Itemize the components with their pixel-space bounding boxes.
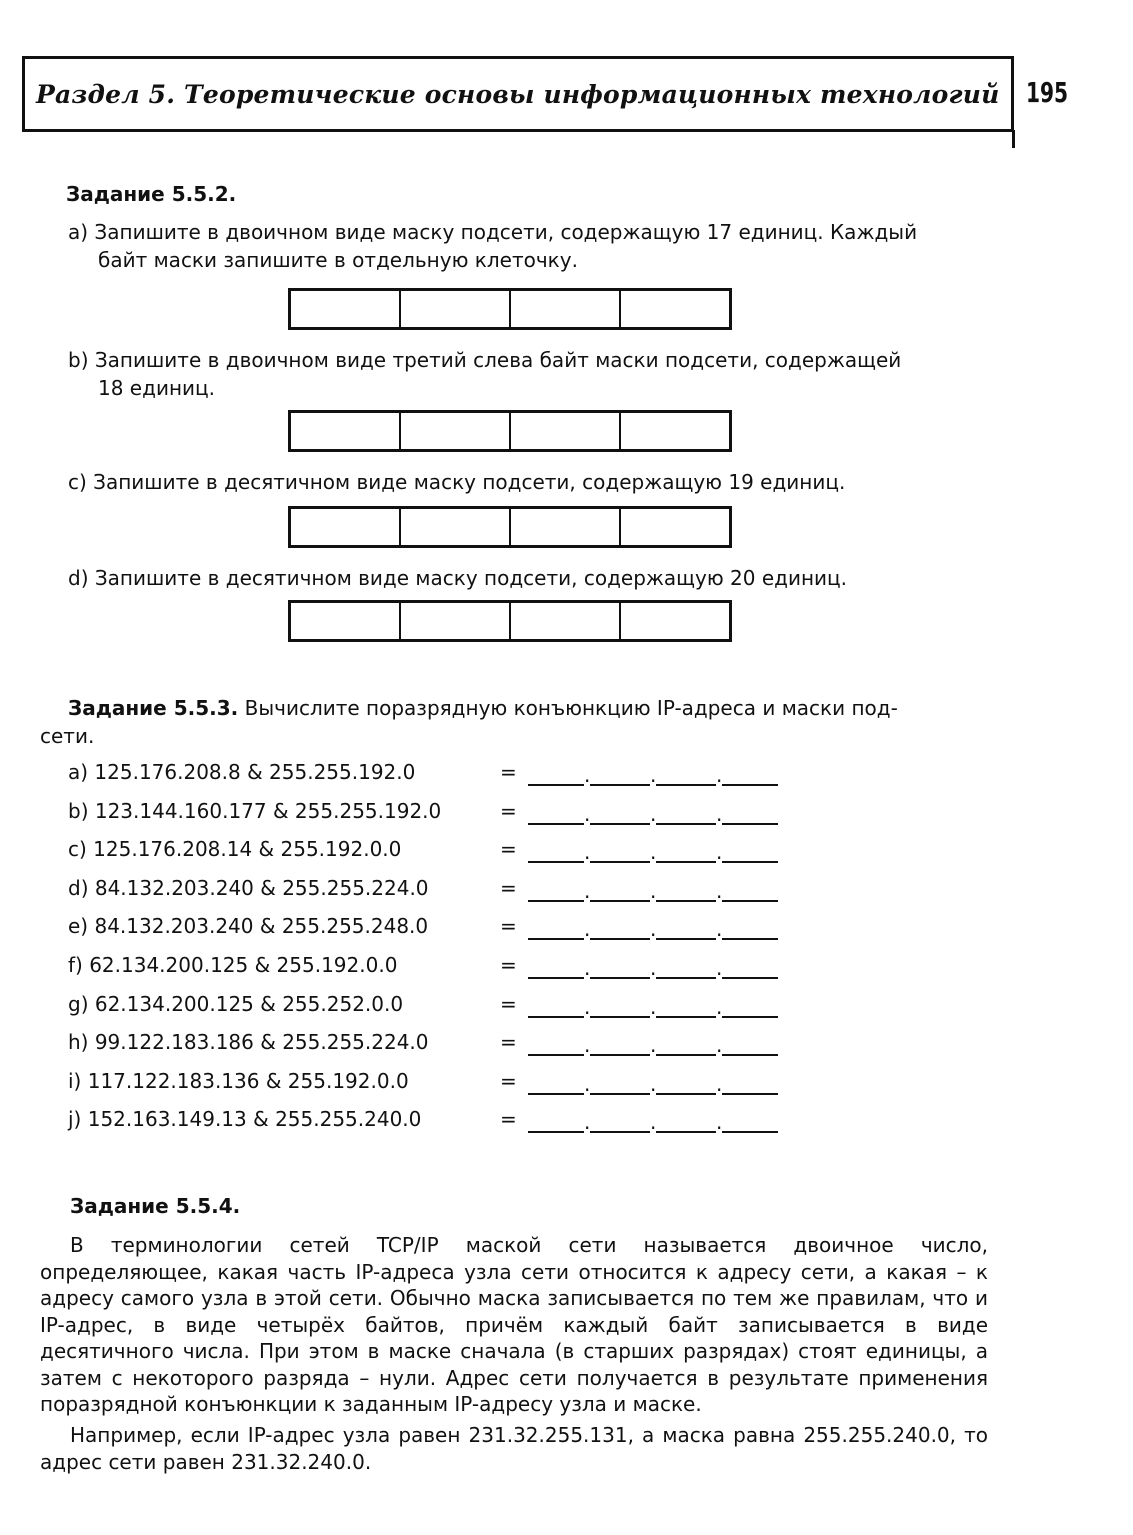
blank-segment[interactable] (656, 803, 716, 825)
blank-dot: . (584, 917, 591, 942)
equals-sign: = (500, 875, 517, 900)
blank-dot: . (650, 1071, 657, 1096)
answer-cell[interactable] (511, 291, 621, 327)
blank-segment[interactable] (528, 918, 584, 940)
task-552-a-line2: байт маски запишите в отдельную клеточку. (98, 248, 578, 272)
blank-segment[interactable] (528, 803, 584, 825)
answer-cell[interactable] (401, 509, 511, 545)
answer-cell[interactable] (401, 413, 511, 449)
task-552-d-line: d) Запишите в десятичном виде маску подсети, содержащую 20 единиц. (68, 566, 848, 590)
blank-dot: . (716, 994, 723, 1019)
blank-dot: . (650, 1033, 657, 1058)
blank-dot: . (716, 1110, 723, 1135)
calc-row (68, 1030, 808, 1060)
calc-expression: f) 62.134.200.125 & 255.192.0.0 (68, 953, 398, 977)
calc-row (68, 876, 808, 906)
answer-cell[interactable] (291, 413, 401, 449)
blank-dot: . (584, 1033, 591, 1058)
answer-cell[interactable] (621, 509, 729, 545)
calc-expression: j) 152.163.149.13 & 255.255.240.0 (68, 1107, 422, 1132)
equals-sign: = (500, 1030, 517, 1055)
blank-segment[interactable] (722, 957, 778, 979)
calc-expression: a) 125.176.208.8 & 255.255.192.0 (68, 760, 416, 784)
answer-blank[interactable] (528, 1107, 778, 1133)
header-rule (1012, 130, 1015, 148)
answer-cell[interactable] (511, 603, 621, 639)
answer-blank[interactable] (528, 799, 778, 825)
answer-blank[interactable] (528, 953, 778, 979)
blank-dot: . (716, 878, 723, 903)
answer-blank[interactable] (528, 760, 778, 786)
blank-segment[interactable] (528, 764, 584, 786)
blank-dot: . (716, 801, 723, 826)
calc-expression: h) 99.122.183.186 & 255.255.224.0 (68, 1030, 429, 1055)
task-552-a-line1: a) Запишите в двоичном виде маску подсети, содержащую 17 единиц. Каждый (68, 220, 918, 244)
calc-expression: i) 117.122.183.136 & 255.192.0.0 (68, 1068, 409, 1093)
answer-blank[interactable] (528, 876, 778, 902)
blank-segment[interactable] (590, 841, 650, 863)
answer-blank[interactable] (528, 992, 778, 1018)
equals-sign: = (500, 953, 517, 977)
calc-expression: g) 62.134.200.125 & 255.252.0.0 (68, 991, 404, 1016)
answer-blank[interactable] (528, 1069, 778, 1095)
blank-dot: . (716, 917, 723, 942)
blank-dot: . (584, 956, 591, 980)
blank-segment[interactable] (656, 957, 716, 979)
blank-segment[interactable] (528, 1034, 584, 1056)
blank-dot: . (650, 1110, 657, 1135)
blank-segment[interactable] (656, 764, 716, 786)
blank-dot: . (584, 1110, 591, 1135)
blank-dot: . (716, 1033, 723, 1058)
blank-segment[interactable] (656, 880, 716, 902)
blank-segment[interactable] (590, 957, 650, 979)
blank-segment[interactable] (656, 1034, 716, 1056)
task-552-c-line: c) Запишите в десятичном виде маску подсети, содержащую 19 единиц. (68, 470, 846, 494)
blank-segment[interactable] (590, 1073, 650, 1095)
calc-row (68, 914, 808, 944)
blank-segment[interactable] (722, 1073, 778, 1095)
answer-cell[interactable] (511, 509, 621, 545)
task-554-paragraph-2 (40, 1422, 988, 1475)
task-553-prompt-line2: сети. (40, 724, 95, 748)
blank-dot: . (584, 878, 591, 903)
blank-segment[interactable] (722, 918, 778, 940)
task-553-prompt-text: Вычислите поразрядную конъюнкцию IP-адреса и маски под- (244, 696, 898, 720)
blank-dot: . (650, 994, 657, 1019)
answer-cell[interactable] (291, 509, 401, 545)
equals-sign: = (500, 914, 517, 939)
blank-segment[interactable] (722, 1111, 778, 1133)
equals-sign: = (500, 798, 517, 823)
answer-blank[interactable] (528, 1030, 778, 1056)
answer-boxes-d[interactable] (288, 600, 732, 642)
calc-row (68, 1069, 808, 1099)
blank-dot: . (584, 1071, 591, 1096)
answer-cell[interactable] (511, 413, 621, 449)
blank-dot: . (716, 840, 723, 865)
blank-segment[interactable] (722, 996, 778, 1018)
calc-row (68, 1107, 808, 1137)
task-553-prompt (68, 694, 988, 722)
blank-dot: . (716, 956, 723, 980)
answer-cell[interactable] (291, 603, 401, 639)
answer-boxes-b[interactable] (288, 410, 732, 452)
blank-dot: . (584, 994, 591, 1019)
blank-segment[interactable] (590, 880, 650, 902)
equals-sign: = (500, 837, 517, 862)
calc-row (68, 837, 808, 867)
equals-sign: = (500, 1107, 517, 1132)
task-554-paragraph-1 (40, 1232, 988, 1418)
task-552-b-line1: b) Запишите в двоичном виде третий слева байт маски подсети, содержащей (68, 348, 902, 372)
answer-boxes-c[interactable] (288, 506, 732, 548)
blank-dot: . (716, 763, 723, 787)
answer-blank[interactable] (528, 914, 778, 940)
blank-dot: . (584, 763, 591, 787)
task-553-heading: Задание 5.5.3. (68, 696, 239, 720)
answer-cell[interactable] (621, 291, 729, 327)
equals-sign: = (500, 991, 517, 1016)
blank-segment[interactable] (590, 1034, 650, 1056)
blank-dot: . (650, 840, 657, 865)
blank-segment[interactable] (722, 1034, 778, 1056)
blank-dot: . (584, 840, 591, 865)
equals-sign: = (500, 1068, 517, 1093)
answer-cell[interactable] (401, 603, 511, 639)
blank-segment[interactable] (656, 841, 716, 863)
calc-expression: c) 125.176.208.14 & 255.192.0.0 (68, 837, 402, 862)
blank-segment[interactable] (722, 841, 778, 863)
blank-segment[interactable] (528, 957, 584, 979)
paragraph-1-text: В терминологии сетей TCP/IP маской сети называется двоичное число, определяющее, какая часть IP-адреса узла сети относится к адресу сети, а какая – к адресу самого узла в этой сети. Обычно маска записывается по тем же правилам, что и IP-адрес, в виде четырёх байтов, причём каждый байт записывается в виде десятичного числа. При этом в маске сначала (в старших разрядах) стоят единицы, а затем с некоторого разряда – нули. Адрес сети получается в результате применения поразрядной конъюнкции к заданным IP-адресу узла и маске. (40, 1233, 988, 1416)
answer-boxes-a[interactable] (288, 288, 732, 330)
blank-segment[interactable] (656, 1111, 716, 1133)
blank-segment[interactable] (590, 1111, 650, 1133)
blank-dot: . (584, 801, 591, 826)
blank-dot: . (650, 763, 657, 787)
task-552-b-line2: 18 единиц. (98, 376, 215, 400)
blank-segment[interactable] (722, 803, 778, 825)
blank-segment[interactable] (590, 803, 650, 825)
blank-segment[interactable] (528, 996, 584, 1018)
calc-expression: e) 84.132.203.240 & 255.255.248.0 (68, 914, 429, 939)
calc-expression: d) 84.132.203.240 & 255.255.224.0 (68, 875, 429, 900)
blank-dot: . (650, 917, 657, 942)
blank-segment[interactable] (528, 841, 584, 863)
task-554-heading: Задание 5.5.4. (70, 1194, 241, 1218)
blank-segment[interactable] (722, 764, 778, 786)
calc-row (68, 953, 808, 983)
blank-segment[interactable] (590, 996, 650, 1018)
calc-row (68, 760, 808, 790)
calc-row (68, 992, 808, 1022)
answer-cell[interactable] (401, 291, 511, 327)
blank-dot: . (650, 956, 657, 980)
answer-cell[interactable] (621, 413, 729, 449)
task-552-heading: Задание 5.5.2. (66, 182, 237, 206)
paragraph-2-text: Например, если IP-адрес узла равен 231.32.255.131, а маска равна 255.255.240.0, то адрес сети равен 231.32.240.0. (40, 1423, 988, 1474)
blank-segment[interactable] (656, 1073, 716, 1095)
calc-row (68, 799, 808, 829)
blank-segment[interactable] (590, 764, 650, 786)
calc-expression: b) 123.144.160.177 & 255.255.192.0 (68, 798, 442, 823)
blank-segment[interactable] (590, 918, 650, 940)
blank-segment[interactable] (528, 1111, 584, 1133)
page-number: 195 (1026, 76, 1069, 109)
blank-dot: . (716, 1071, 723, 1096)
answer-blank[interactable] (528, 837, 778, 863)
blank-segment[interactable] (656, 996, 716, 1018)
section-title: Раздел 5. Теоретические основы информационных технологий (36, 80, 1000, 109)
answer-cell[interactable] (621, 603, 729, 639)
blank-segment[interactable] (656, 918, 716, 940)
blank-segment[interactable] (528, 880, 584, 902)
equals-sign: = (500, 760, 517, 784)
blank-segment[interactable] (722, 880, 778, 902)
blank-segment[interactable] (528, 1073, 584, 1095)
blank-dot: . (650, 801, 657, 826)
blank-dot: . (650, 878, 657, 903)
answer-cell[interactable] (291, 291, 401, 327)
